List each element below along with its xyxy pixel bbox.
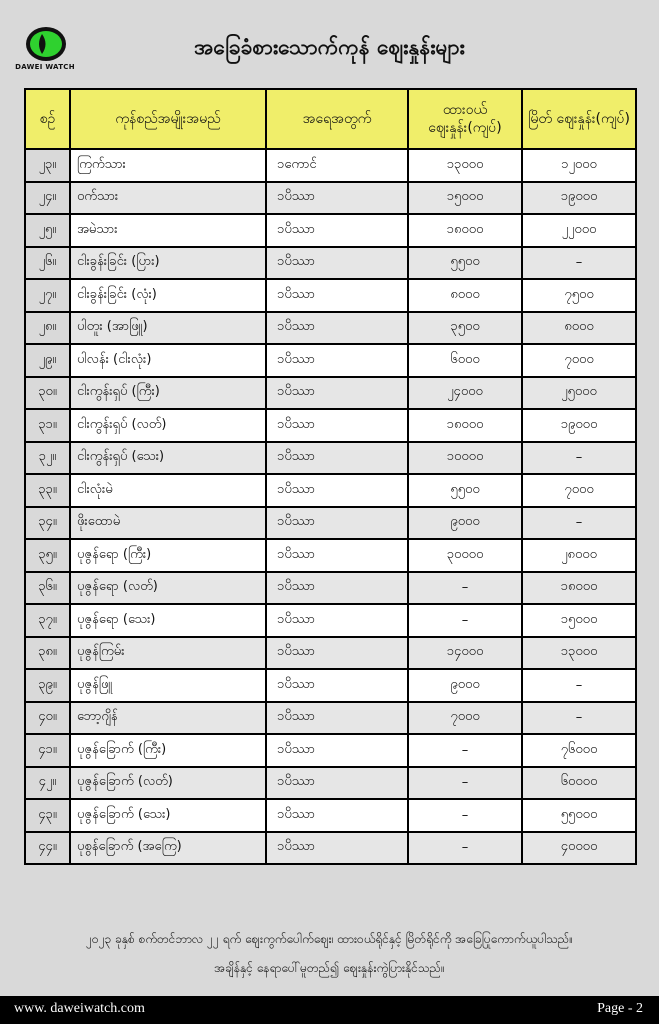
myeik-price: – [522, 507, 636, 540]
dawei-price: ၁၀၀၀၀ [408, 442, 522, 475]
myeik-price: ၇၀၀၀ [522, 474, 636, 507]
item-quantity: ၁ပိဿာ [266, 572, 408, 605]
item-quantity: ၁ပိဿာ [266, 669, 408, 702]
row-number: ၂၉။ [25, 344, 70, 377]
item-quantity: ၁ပိဿာ [266, 637, 408, 670]
brand-name: DAWEI WATCH [15, 63, 75, 71]
item-quantity: ၁ပိဿာ [266, 832, 408, 865]
myeik-price: ၁၂၀၀၀ [522, 149, 636, 182]
header-dawei-price: ထားဝယ် ဈေးနှုန်း(ကျပ်) [408, 89, 522, 149]
myeik-price: ၂၅၀၀၀ [522, 377, 636, 410]
table-row [25, 604, 636, 637]
item-name: ပုဇွန်ဖြူ [70, 669, 266, 702]
myeik-price: ၂၂၀၀၀ [522, 214, 636, 247]
table-row [25, 572, 636, 605]
item-name: ပုစွန်ခြောက် (အကြေ) [70, 832, 266, 865]
row-number: ၃၄။ [25, 507, 70, 540]
item-quantity: ၁ပိဿာ [266, 507, 408, 540]
myeik-price: ၆၀၀၀၀ [522, 767, 636, 800]
item-name: ဝက်သား [70, 182, 266, 215]
item-name: ပါတူး (အာဖြူ) [70, 312, 266, 345]
dawei-price: ၂၄၀၀၀ [408, 377, 522, 410]
myeik-price: ၁၅၀၀၀ [522, 604, 636, 637]
table-header-row [25, 89, 636, 149]
row-number: ၃၅။ [25, 539, 70, 572]
row-number: ၂၄။ [25, 182, 70, 215]
item-name: ကြက်သား [70, 149, 266, 182]
item-quantity: ၁ပိဿာ [266, 474, 408, 507]
myeik-price: – [522, 442, 636, 475]
dawei-price: ၆၀၀၀ [408, 344, 522, 377]
header-number: စဉ် [25, 89, 70, 149]
row-number: ၃၃။ [25, 474, 70, 507]
myeik-price: ၄၀၀၀၀ [522, 832, 636, 865]
item-quantity: ၁ပိဿာ [266, 539, 408, 572]
myeik-price: – [522, 247, 636, 280]
dawei-price: – [408, 799, 522, 832]
row-number: ၃၁။ [25, 409, 70, 442]
item-name: ပုဇွန်ခြောက် (သေး) [70, 799, 266, 832]
row-number: ၃၂။ [25, 442, 70, 475]
item-name: ငါးကွန်းရှပ် (ကြီး) [70, 377, 266, 410]
table-row [25, 637, 636, 670]
row-number: ၄၂။ [25, 767, 70, 800]
table-row [25, 799, 636, 832]
table-row [25, 442, 636, 475]
table-row [25, 409, 636, 442]
dawei-price: ၁၈၀၀၀ [408, 409, 522, 442]
item-name: ပုဇွန်ရော (ကြီး) [70, 539, 266, 572]
row-number: ၃၆။ [25, 572, 70, 605]
item-name: အမဲသား [70, 214, 266, 247]
header-myeik-price: မြိတ် ဈေးနှုန်း(ကျပ်) [522, 89, 636, 149]
myeik-price: ၅၅၀၀၀ [522, 799, 636, 832]
table-body [25, 149, 636, 864]
row-number: ၃၇။ [25, 604, 70, 637]
table-row [25, 182, 636, 215]
table-row [25, 507, 636, 540]
item-name: ပုဇွန်ရော (သေး) [70, 604, 266, 637]
item-name: ငါးခွန်းခြင်း (လုံး) [70, 279, 266, 312]
website-link[interactable]: www. daweiwatch.com [14, 1001, 145, 1016]
item-quantity: ၁ပိဿာ [266, 344, 408, 377]
row-number: ၂၅။ [25, 214, 70, 247]
item-quantity: ၁ပိဿာ [266, 604, 408, 637]
row-number: ၃၈။ [25, 637, 70, 670]
table-row [25, 832, 636, 865]
dawei-price: ၈၀၀၀ [408, 279, 522, 312]
row-number: ၄၃။ [25, 799, 70, 832]
table-row [25, 344, 636, 377]
table-row [25, 149, 636, 182]
myeik-price: ၈၀၀၀ [522, 312, 636, 345]
myeik-price: ၂၈၀၀၀ [522, 539, 636, 572]
header-quantity: အရေအတွက် [266, 89, 408, 149]
item-name: ငါးခွန်းခြင်း (ပြား) [70, 247, 266, 280]
table-row [25, 767, 636, 800]
item-name: ပုဇွန်ခြောက် (ကြီး) [70, 734, 266, 767]
dawei-price: ၁၄၀၀၀ [408, 637, 522, 670]
item-quantity: ၁ပိဿာ [266, 182, 408, 215]
footnote-disclaimer: အချိန်နှင့် နေရာပေါ်မူတည်၍ ဈေးနှုန်းကွဲပြားနိုင်သည်။ [214, 961, 445, 975]
item-quantity: ၁ပိဿာ [266, 247, 408, 280]
header-item-name: ကုန်စည်အမျိုးအမည် [70, 89, 266, 149]
dawei-price: ၃၀၀၀၀ [408, 539, 522, 572]
dawei-price: ၉၀၀၀ [408, 669, 522, 702]
dawei-price: – [408, 767, 522, 800]
table-row [25, 377, 636, 410]
table-row [25, 247, 636, 280]
item-quantity: ၁ပိဿာ [266, 377, 408, 410]
dawei-price: ၁၈၀၀၀ [408, 214, 522, 247]
item-name: ငါးကွန်းရှပ် (သေး) [70, 442, 266, 475]
table-row [25, 279, 636, 312]
table-row [25, 312, 636, 345]
myeik-price: – [522, 702, 636, 735]
item-quantity: ၁ပိဿာ [266, 767, 408, 800]
row-number: ၂၈။ [25, 312, 70, 345]
footnote-date: ၂၀၂၃ ခုနှစ် စက်တင်ဘာလ ၂၂ ရက် ဈေးကွက်ပေါက်ဈေး၊ ထားဝယ်ရိုင်နှင့် မြိတ်ရိုင်ကို အခြေပြုကောက်ယူပါသည်။ [85, 932, 574, 946]
item-name: ငါးကွန်းရှပ် (လတ်) [70, 409, 266, 442]
item-quantity: ၁ပိဿာ [266, 312, 408, 345]
dawei-price: – [408, 604, 522, 637]
item-name: ပုဇွန်ကြမ်း [70, 637, 266, 670]
table-row [25, 669, 636, 702]
dawei-price: ၅၅၀၀ [408, 247, 522, 280]
table-row [25, 702, 636, 735]
myeik-price: ၇၆၀၀၀ [522, 734, 636, 767]
myeik-price: ၇၅၀၀ [522, 279, 636, 312]
price-table [24, 88, 637, 865]
footer-bar [0, 996, 659, 1024]
item-name: ဖိုးထောမဲ [70, 507, 266, 540]
item-quantity: ၁ပိဿာ [266, 214, 408, 247]
item-quantity: ၁ကောင် [266, 149, 408, 182]
item-quantity: ၁ပိဿာ [266, 409, 408, 442]
item-quantity: ၁ပိဿာ [266, 442, 408, 475]
item-name: ပုဇွန်ခြောက် (လတ်) [70, 767, 266, 800]
dawei-price: – [408, 572, 522, 605]
myeik-price: – [522, 669, 636, 702]
page-number: Page - 2 [597, 1001, 643, 1016]
myeik-price: ၁၃၀၀၀ [522, 637, 636, 670]
table-row [25, 214, 636, 247]
page-title: အခြေခံစားသောက်ကုန် ဈေးနှုန်းများ [194, 35, 465, 59]
row-number: ၂၇။ [25, 279, 70, 312]
dawei-price: ၇၀၀၀ [408, 702, 522, 735]
item-quantity: ၁ပိဿာ [266, 702, 408, 735]
item-quantity: ၁ပိဿာ [266, 734, 408, 767]
row-number: ၄၄။ [25, 832, 70, 865]
row-number: ၃၉။ [25, 669, 70, 702]
dawei-price: – [408, 832, 522, 865]
dawei-price: – [408, 734, 522, 767]
table-row [25, 539, 636, 572]
myeik-price: ၁၉၀၀၀ [522, 182, 636, 215]
table-row [25, 474, 636, 507]
row-number: ၂၃။ [25, 149, 70, 182]
item-name: ဘော့ဂျိန် [70, 702, 266, 735]
dawei-price: ၁၃၀၀၀ [408, 149, 522, 182]
item-name: ပုဇွန်ရော (လတ်) [70, 572, 266, 605]
row-number: ၄၀။ [25, 702, 70, 735]
item-name: ငါးလုံးမဲ [70, 474, 266, 507]
dawei-price: ၃၅၀၀ [408, 312, 522, 345]
dawei-price: ၉၀၀၀ [408, 507, 522, 540]
table-row [25, 734, 636, 767]
myeik-price: ၇၀၀၀ [522, 344, 636, 377]
item-quantity: ၁ပိဿာ [266, 279, 408, 312]
row-number: ၃၀။ [25, 377, 70, 410]
item-name: ပါလန်း (ငါးလုံး) [70, 344, 266, 377]
dawei-price: ၁၅၀၀၀ [408, 182, 522, 215]
item-quantity: ၁ပိဿာ [266, 799, 408, 832]
row-number: ၄၁။ [25, 734, 70, 767]
myeik-price: ၁၈၀၀၀ [522, 572, 636, 605]
myeik-price: ၁၉၀၀၀ [522, 409, 636, 442]
row-number: ၂၆။ [25, 247, 70, 280]
dawei-price: ၅၅၀၀ [408, 474, 522, 507]
